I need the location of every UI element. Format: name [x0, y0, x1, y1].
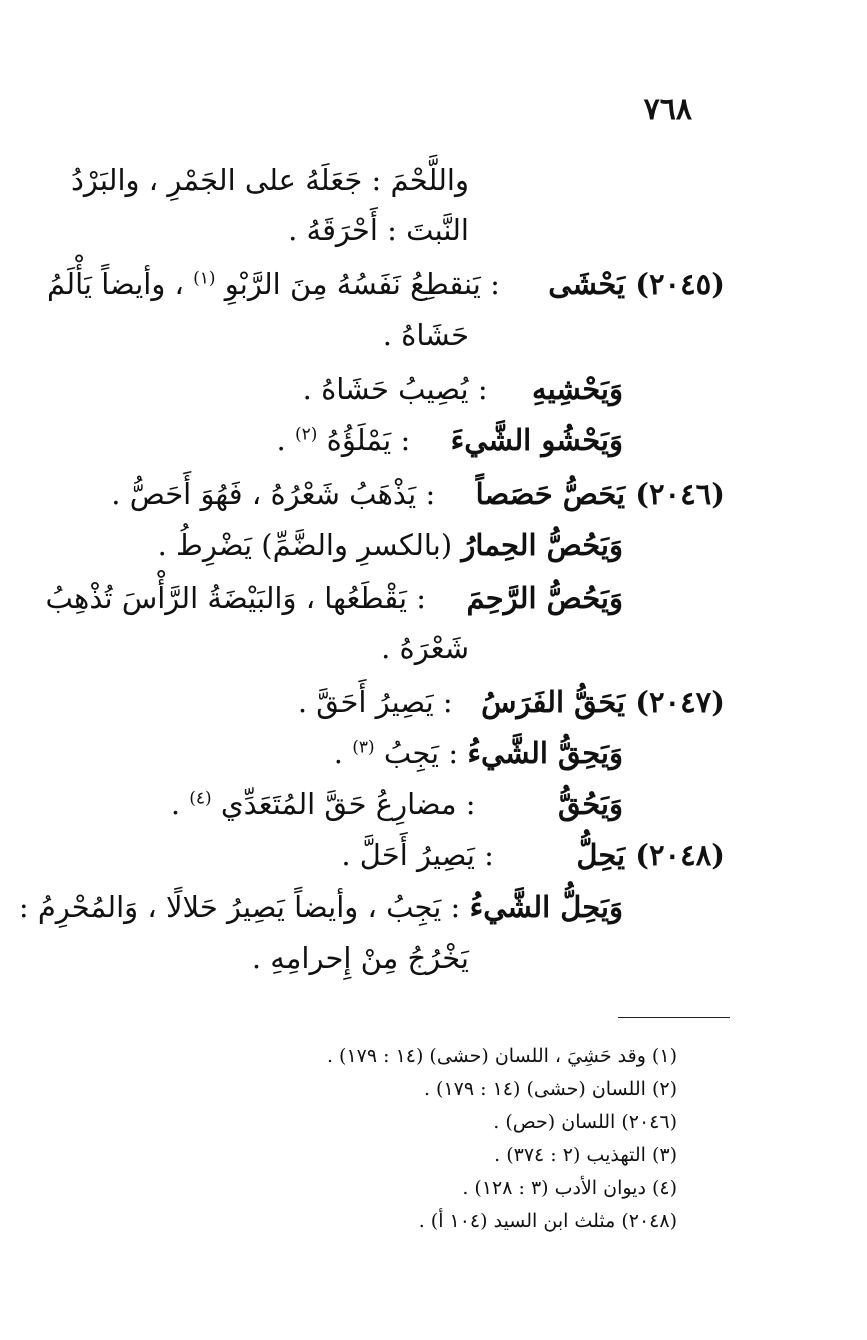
entry-yahshihi	[303, 369, 623, 409]
entry-yahillu	[19, 887, 623, 927]
text-line-2	[288, 210, 469, 250]
text-line-10	[381, 628, 469, 668]
footnote-4: (٤) ديوان الأدب (٣ : ١٢٨) .	[462, 1177, 677, 1199]
line-text: واللَّحْمَ : جَعَلَهُ على الجَمْرِ ، والبَرْدُ	[70, 163, 469, 197]
line-text: شَعْرَهُ .	[381, 631, 469, 665]
entry-headword: وَيَحُصُّ الرَّحِمَ	[466, 581, 623, 615]
footnote-marker: (١)	[193, 268, 216, 289]
line-text: النَّبتَ : أَحْرَقَهُ .	[288, 213, 469, 247]
entry-definition: : يُصِيبُ حَشَاهُ .	[302, 372, 488, 406]
entry-2048	[341, 835, 725, 875]
footnote-2048: (٢٠٤٨) مثلث ابن السيد (١٠٤ أ) .	[418, 1210, 677, 1232]
entry-headword: وَيَحُصُّ الحِمارُ	[461, 528, 623, 562]
entry-definition: : مضارِعُ حَقَّ المُتَعَدِّي	[220, 787, 476, 821]
footnote-marker: (٢)	[294, 424, 318, 445]
entry-2045	[47, 264, 725, 304]
entry-continuation: .	[170, 787, 181, 821]
entry-yahussu-rahim	[46, 578, 623, 618]
text-line-1	[71, 160, 469, 200]
entry-continuation: .	[333, 736, 343, 770]
footnote-1: (١) وقد حَشِيَ ، اللسان (حشى) (١٤ : ١٧٩) .	[326, 1045, 677, 1067]
entry-continuation: .	[276, 423, 286, 457]
footnote-marker: (٣)	[352, 737, 375, 758]
entry-yahiqqu	[334, 733, 623, 773]
entry-definition: : يَمْلَؤُهُ	[326, 423, 411, 457]
entry-definition: : يَجِبُ	[383, 736, 459, 770]
entry-definition: : يَصِيرُ أَحَقَّ .	[297, 685, 453, 719]
text-line-16	[252, 938, 469, 978]
footnote-2: (٢) اللسان (حشى) (١٤ : ١٧٩) .	[423, 1078, 677, 1100]
entry-2046	[111, 474, 725, 514]
entry-headword: (٢٠٤٦) يَحَصُّ حَصَصاً	[475, 477, 725, 511]
entry-headword: وَيَحْشُو الشَّيءَ	[450, 423, 623, 457]
entry-yahussu-himar	[158, 525, 623, 565]
text-line-4	[383, 315, 469, 355]
entry-2047	[298, 682, 725, 722]
entry-definition: : يَجِبُ ، وأيضاً يَصِيرُ حَلالًا ، وَالمُحْرِمُ :	[18, 890, 461, 924]
footnote-2046: (٢٠٤٦) اللسان (حص) .	[493, 1111, 677, 1133]
entry-definition: (بالكسرِ والضَّمِّ) يَضْرِطُ .	[157, 528, 453, 562]
entry-headword: وَيَحْشِيهِ	[532, 372, 623, 406]
entry-headword: (٢٠٤٥) يَحْشَى	[548, 267, 725, 301]
entry-yahuqqu	[171, 784, 623, 824]
footnote-marker: (٤)	[189, 788, 212, 809]
entry-definition: : يَذْهَبُ شَعْرُهُ ، فَهُوَ أَحَصُّ .	[111, 477, 436, 511]
entry-definition: : يَقْطَعُها ، وَالبَيْضَةُ الرَّأْسَ تُذْهِبُ	[45, 581, 427, 615]
entry-definition: : يَنقطِعُ نَفَسُهُ مِنَ الرَّبْوِ	[224, 267, 500, 301]
entry-headword: (٢٠٤٨) يَحِلُّ	[576, 838, 725, 872]
entry-headword: وَيَحِقُّ الشَّيءُ	[467, 736, 623, 770]
entry-definition: : يَصِيرُ أَحَلَّ .	[341, 838, 494, 872]
line-text: يَخْرُجُ مِنْ إِحرامِهِ .	[251, 941, 469, 975]
entry-headword: وَيَحُقُّ	[558, 787, 623, 821]
footnote-3: (٣) التهذيب (٢ : ٣٧٤) .	[494, 1144, 677, 1166]
entry-headword: (٢٠٤٧) يَحَقُّ الفَرَسُ	[481, 685, 725, 719]
entry-yahshu	[277, 420, 623, 460]
page-number: ٧٦٨	[643, 92, 692, 127]
line-text: حَشَاهُ .	[382, 318, 469, 352]
entry-continuation: ، وأيضاً يَأْلَمُ	[46, 267, 184, 301]
entry-headword: وَيَحِلُّ الشَّيءُ	[469, 890, 623, 924]
footnote-divider	[618, 1017, 730, 1018]
